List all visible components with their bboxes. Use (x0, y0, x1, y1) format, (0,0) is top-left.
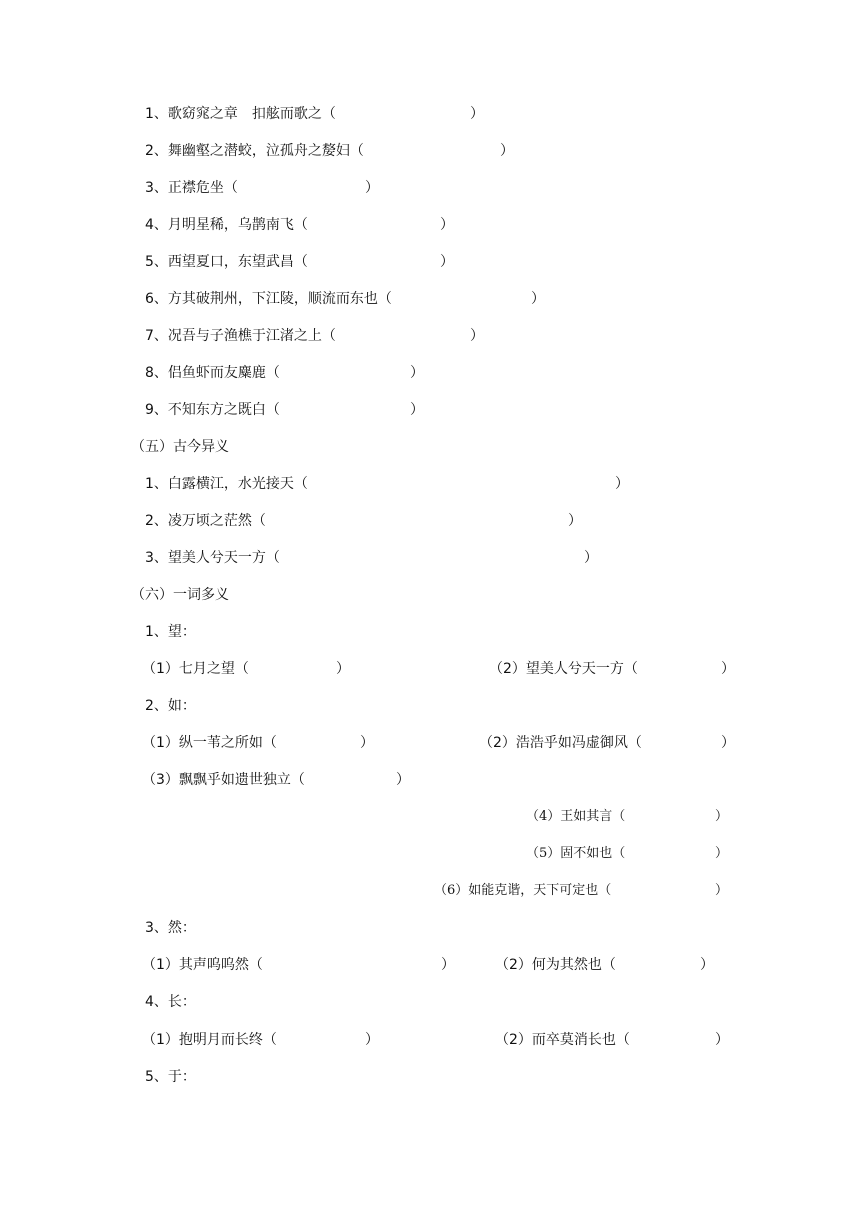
q4-item-1-text: 1、歌窈窕之章 扣舷而歌之（ (145, 106, 336, 122)
q6-word-1-a-text: （1）七月之望（ (142, 661, 249, 677)
q6-word-3-label: 3、然： (145, 920, 196, 936)
q6-word-2-label: 2、如： (145, 698, 196, 714)
q4-item-5-text: 5、西望夏口，东望武昌（ (145, 254, 308, 270)
q4-item-2-close: ） (500, 143, 514, 159)
q4-item-8-text: 8、侣鱼虾而友麋鹿（ (145, 365, 280, 381)
q6-word-2-d-text: （4）王如其言（ (526, 809, 626, 824)
q5-item-3-close: ） (584, 550, 598, 566)
q6-word-2-a-text: （1）纵一苇之所如（ (142, 735, 277, 751)
q6-word-2-c-close: ） (396, 772, 410, 788)
q6-word-3-a-close: ） (441, 957, 455, 973)
q4-item-9-close: ） (410, 402, 424, 418)
q4-item-7-text: 7、况吾与子渔樵于江渚之上（ (145, 328, 336, 344)
q4-item-6-text: 6、方其破荆州，下江陵，顺流而东也（ (145, 291, 392, 307)
q6-word-1-label: 1、望： (145, 624, 196, 640)
q6-word-2-a-close: ） (360, 735, 374, 751)
q6-word-2-d-close: ） (715, 809, 729, 824)
q6-word-2-e-close: ） (715, 846, 729, 861)
q6-word-4-label: 4、长： (145, 994, 196, 1010)
q6-word-1-a-close: ） (336, 661, 350, 677)
q6-word-2-c-text: （3）飘飘乎如遗世独立（ (142, 772, 305, 788)
q6-word-3-b-close: ） (700, 957, 714, 973)
q6-word-4-b-text: （2）而卒莫消长也（ (495, 1032, 630, 1048)
q4-item-8-close: ） (410, 365, 424, 381)
q6-word-2-f-close: ） (715, 883, 729, 898)
q6-word-1-b-close: ） (721, 661, 735, 677)
section-heading-q5: （五）古今异义 (131, 439, 229, 455)
q4-item-1-close: ） (470, 106, 484, 122)
q5-item-3-text: 3、望美人兮天一方（ (145, 550, 280, 566)
q5-item-2-text: 2、凌万顷之茫然（ (145, 513, 266, 529)
q4-item-3-close: ） (365, 180, 379, 196)
q6-word-5-label: 5、于： (145, 1069, 196, 1085)
q4-item-4-close: ） (440, 217, 454, 233)
section-heading-q6: （六）一词多义 (131, 587, 229, 603)
q6-word-3-b-text: （2）何为其然也（ (495, 957, 616, 973)
q6-word-3-a-text: （1）其声呜呜然（ (142, 957, 263, 973)
q6-word-2-b-text: （2）浩浩乎如冯虚御风（ (479, 735, 642, 751)
q6-word-4-a-text: （1）抱明月而长终（ (142, 1032, 277, 1048)
q6-word-2-e-text: （5）固不如也（ (526, 846, 626, 861)
q6-word-2-b-close: ） (721, 735, 735, 751)
q4-item-5-close: ） (440, 254, 454, 270)
q6-word-2-f-text: （6）如能克谐，天下可定也（ (434, 883, 612, 898)
q4-item-6-close: ） (531, 291, 545, 307)
q5-item-1-close: ） (615, 476, 629, 492)
q4-item-7-close: ） (470, 328, 484, 344)
q4-item-2-text: 2、舞幽壑之潜蛟，泣孤舟之嫠妇（ (145, 143, 364, 159)
q4-item-4-text: 4、月明星稀，乌鹊南飞（ (145, 217, 308, 233)
q5-item-2-close: ） (568, 513, 582, 529)
q6-word-1-b-text: （2）望美人兮天一方（ (489, 661, 638, 677)
q6-word-4-a-close: ） (365, 1032, 379, 1048)
q5-item-1-text: 1、白露横江，水光接天（ (145, 476, 308, 492)
q4-item-9-text: 9、不知东方之既白（ (145, 402, 280, 418)
q4-item-3-text: 3、正襟危坐（ (145, 180, 238, 196)
q6-word-4-b-close: ） (715, 1032, 729, 1048)
